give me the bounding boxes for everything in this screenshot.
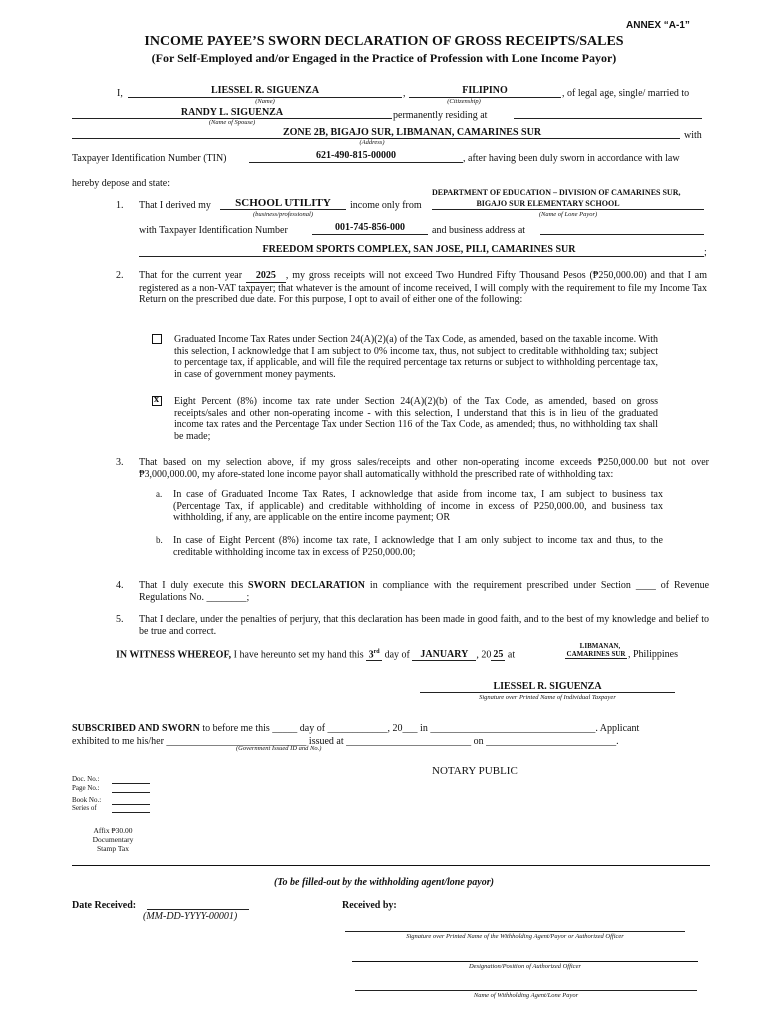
semicolon: ;	[704, 247, 707, 258]
name-label: (Name)	[255, 98, 275, 105]
witness-country: , Philippines	[628, 649, 679, 660]
option-graduated-text: Graduated Income Tax Rates under Section 24(A)(2)(a) of the Tax Code, as amended, based on the taxable income. With this selection, I acknowledge that I am subject to 0% income tax, thus, not subject to creditable withholding tax; subject to percentage tax, if applicable, and will file the required percentage tax returns or subject to withholding percentage tax, in case of government money payments.	[174, 334, 658, 380]
current-year: 2025	[246, 270, 286, 283]
with-text: with	[684, 130, 702, 141]
item1-derived: That I derived my	[139, 200, 211, 211]
option-eight-percent-checkbox[interactable]: x	[152, 396, 162, 406]
agent-name-label: Name of Withholding Agent/Lone Payor	[473, 992, 579, 999]
stamp-tax-note: Affix ₱30.00 Documentary Stamp Tax	[92, 826, 134, 853]
item3a-text: In case of Graduated Income Tax Rates, I acknowledge that aside from income tax, I am subject to business tax (Percentage Tax, if applicable) and creditable withholding of income in excess of P250,000.00, and business tax withholding, if any, are applicable on the entire income payment; OR	[173, 489, 663, 523]
option-graduated-checkbox[interactable]	[152, 334, 162, 344]
payor-label: (Name of Lone Payor)	[538, 211, 598, 218]
payor-tin: 001-745-856-000	[335, 222, 405, 233]
doc-no-label: Doc. No.:	[72, 775, 100, 783]
received-by-label: Received by:	[342, 900, 397, 911]
page-no-label: Page No.:	[72, 784, 100, 792]
item3-text: That based on my selection above, if my gross sales/receipts and other non-operating income exceeds ₱250,000.00 but not over ₱3,000,000.00, my afore-stated lone income payor shall automatically withhold the prescribed rate of withholding tax:	[139, 457, 709, 480]
item5-text: That I declare, under the penalties of perjury, that this declaration has been made in good faith, and to the best of my knowledge and belief to be true and correct.	[139, 614, 709, 637]
spouse-name: RANDY L. SIGUENZA	[180, 107, 284, 118]
series-label: Series of	[72, 804, 97, 812]
intro-i: I,	[117, 88, 123, 99]
signature-name: LIESSEL R. SIGUENZA	[493, 681, 602, 692]
id-label: (Government Issued ID and No.)	[236, 745, 322, 752]
item1-number: 1.	[116, 200, 124, 211]
annex-label: ANNEX “A-1”	[626, 20, 690, 31]
business-label: (business/professional)	[252, 211, 314, 218]
designation-label: Designation/Position of Authorized Officer	[468, 963, 581, 970]
business-type: SCHOOL UTILITY	[235, 197, 331, 209]
book-no-label: Book No.:	[72, 796, 102, 804]
spouse-label: (Name of Spouse)	[208, 119, 256, 126]
item3-number: 3.	[116, 457, 124, 468]
witness-place1: LIBMANAN,	[579, 642, 621, 650]
item5-number: 5.	[116, 614, 124, 625]
citizenship: FILIPINO	[462, 85, 508, 96]
residing-text: permanently residing at	[393, 110, 488, 121]
form-title: INCOME PAYEE’S SWORN DECLARATION OF GROSS RECEIPTS/SALES	[144, 34, 624, 49]
date-format: (MM-DD-YYYY-00001)	[143, 911, 238, 922]
payor-tin-label: with Taxpayer Identification Number	[139, 225, 288, 236]
item3a-label: a.	[156, 489, 163, 499]
item2-number: 2.	[116, 270, 124, 281]
citizenship-label: (Citizenship)	[447, 98, 481, 105]
age-text: , of legal age, single/ married to	[562, 88, 690, 99]
witness-month: JANUARY	[412, 649, 476, 661]
tin-label: Taxpayer Identification Number (TIN)	[72, 153, 227, 164]
address-label: (Address)	[359, 139, 385, 146]
depose-text: hereby depose and state:	[72, 178, 171, 189]
agent-signature-label: Signature over Printed Name of the Withholding Agent/Payor or Authorized Officer	[406, 933, 624, 940]
signature-label: Signature over Printed Name of Individual Taxpayer	[479, 694, 616, 701]
option-eight-percent-text: Eight Percent (8%) income tax rate under Section 24(A)(2)(b) of the Tax Code, as amended, based on gross receipts/sales and other non-operating income - with this selection, I understand that this is in lieu of the graduated income tax rates and the Percentage Tax under Section 116 of the Tax Code, as amended; thus, no withholding tax shall be made;	[174, 396, 658, 442]
item3b-text: In case of Eight Percent (8%) income tax rate, I acknowledge that I am only subject to income tax and thus, to the creditable withholding income tax in excess of P250,000.00;	[173, 535, 663, 558]
payor-line1: DEPARTMENT OF EDUCATION – DIVISION OF CAMARINES SUR,	[432, 188, 681, 197]
notary-line2: exhibited to me his/her ____________________________ issued at _________________________ on __________________________.	[72, 736, 619, 747]
agent-header: (To be filled-out by the withholding agent/lone payor)	[274, 877, 494, 888]
item4-number: 4.	[116, 580, 124, 591]
witness-place2: CAMARINES SUR	[566, 650, 626, 658]
item3b-label: b.	[156, 535, 163, 545]
witness-line: IN WITNESS WHEREOF, I have hereunto set my hand this 3rd day of JANUARY , 20 25 at	[116, 649, 516, 661]
payor-address: FREEDOM SPORTS COMPLEX, SAN JOSE, PILI, CAMARINES SUR	[262, 244, 576, 255]
item4-text: That I duly execute this SWORN DECLARATION in compliance with the requirement prescribed under Section ____ of Revenue Regulations No. ________;	[139, 580, 710, 603]
payor-line2: BIGAJO SUR ELEMENTARY SCHOOL	[476, 199, 620, 208]
tin-value: 621-490-815-00000	[316, 150, 396, 161]
taxpayer-address: ZONE 2B, BIGAJO SUR, LIBMANAN, CAMARINES SUR	[282, 127, 542, 138]
taxpayer-name: LIESSEL R. SIGUENZA	[210, 85, 320, 96]
item2-text: That for the current year 2025 , my gross receipts will not exceed Two Hundred Fifty Thousand Pesos (₱250,000.00) and that I am registered as a non-VAT taxpayer; that whatever is the amount of income received, I will comply with the requirement to file my Income Tax Return on the prescribed due date. For this purpose, I opt to avail of either one of the following:	[139, 270, 707, 305]
income-from: income only from	[350, 200, 422, 211]
biz-address-text: and business address at	[432, 225, 526, 236]
notary-line1: SUBSCRIBED AND SWORN to before me this _____ day of ____________, 20___ in _________________________________. Applicant	[72, 723, 640, 734]
notary-public: NOTARY PUBLIC	[432, 765, 518, 777]
date-received-label: Date Received:	[72, 900, 137, 911]
sworn-text: , after having been duly sworn in accordance with law	[463, 153, 680, 164]
form-subtitle: (For Self-Employed and/or Engaged in the Practice of Profession with Lone Income Payor)	[151, 51, 617, 65]
